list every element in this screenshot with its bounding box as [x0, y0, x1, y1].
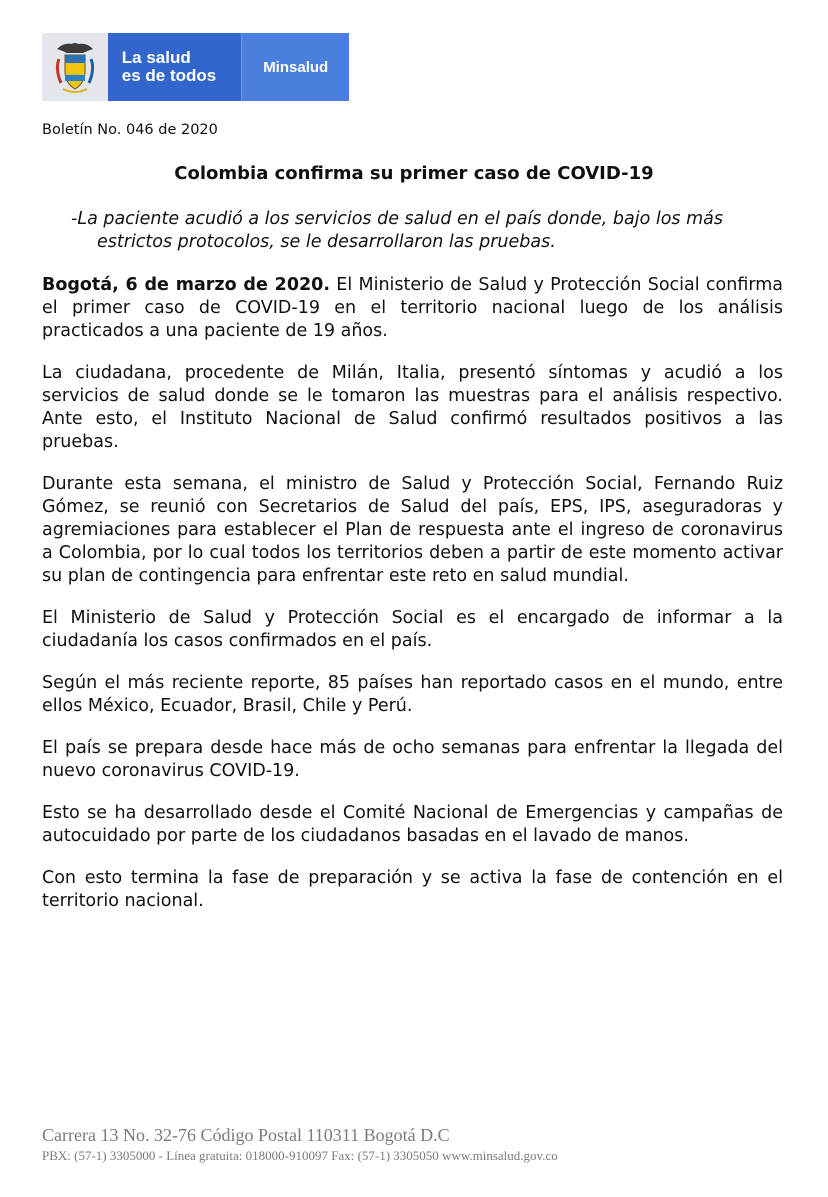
ministry-header — [42, 33, 349, 101]
minsalud-brand: Minsalud — [241, 33, 349, 101]
footer-contacts: PBX: (57-1) 3305000 - Línea gratuita: 018000-910097 Fax: (57-1) 3305050 www.minsalud.gov.co — [42, 1148, 558, 1163]
press-release-title: Colombia confirma su primer caso de COVID-19 — [174, 163, 654, 184]
paragraph-1-text: El Ministerio de Salud y Protección Social confirma el primer caso de COVID-19 en el territorio nacional luego de los análisis practicados a una paciente de 19 años. — [42, 275, 783, 341]
paragraph-6: El país se prepara desde hace más de ocho semanas para enfrentar la llegada del nuevo coronavirus COVID-19. — [42, 738, 783, 781]
paragraph-7: Esto se ha desarrollado desde el Comité Nacional de Emergencias y campañas de autocuidado por parte de los ciudadanos basadas en el lavado de manos. — [42, 803, 783, 846]
paragraph-3: Durante esta semana, el ministro de Salud y Protección Social, Fernando Ruiz Gómez, se reunió con Secretarios de Salud del país, EPS, IPS, aseguradoras y agremiaciones para establecer el Plan de respuesta ante el ingreso de coronavirus a Colombia, por lo cual todos los territorios deben a partir de este momento activar su plan de contingencia para enfrentar este reto en salud mundial. — [42, 474, 783, 586]
subtitle-line-2: estrictos protocolos, se le desarrollaron las pruebas. — [97, 232, 556, 252]
paragraph-2: La ciudadana, procedente de Milán, Italia, presentó síntomas y acudió a los servicios de salud donde se le tomaron las muestras para el análisis respectivo. Ante esto, el Instituto Nacional de Salud confirmó resultados positivos a las pruebas. — [42, 363, 783, 452]
paragraph-1 — [42, 274, 783, 343]
press-release-body — [42, 274, 783, 932]
slogan-box — [108, 33, 242, 101]
coat-of-arms-logo — [42, 33, 108, 101]
paragraph-8: Con esto termina la fase de preparación y se activa la fase de contención en el territorio nacional. — [42, 868, 783, 911]
dateline: Bogotá, 6 de marzo de 2020. — [42, 275, 330, 295]
coat-of-arms-icon — [53, 39, 97, 95]
slogan-line-2: es de todos — [121, 66, 217, 85]
footer — [42, 1124, 558, 1166]
subtitle-line-1: -La paciente acudió a los servicios de salud en el país donde, bajo los más — [71, 209, 723, 229]
bulletin-number: Boletín No. 046 de 2020 — [42, 122, 218, 138]
paragraph-5: Según el más reciente reporte, 85 países han reportado casos en el mundo, entre ellos México, Ecuador, Brasil, Chile y Perú. — [42, 673, 783, 716]
paragraph-4: El Ministerio de Salud y Protección Social es el encargado de informar a la ciudadanía los casos confirmados en el país. — [42, 608, 783, 651]
slogan-line-1: La salud — [121, 48, 191, 67]
subtitle — [71, 208, 783, 254]
footer-address: Carrera 13 No. 32-76 Código Postal 110311 Bogotá D.C — [42, 1125, 450, 1145]
